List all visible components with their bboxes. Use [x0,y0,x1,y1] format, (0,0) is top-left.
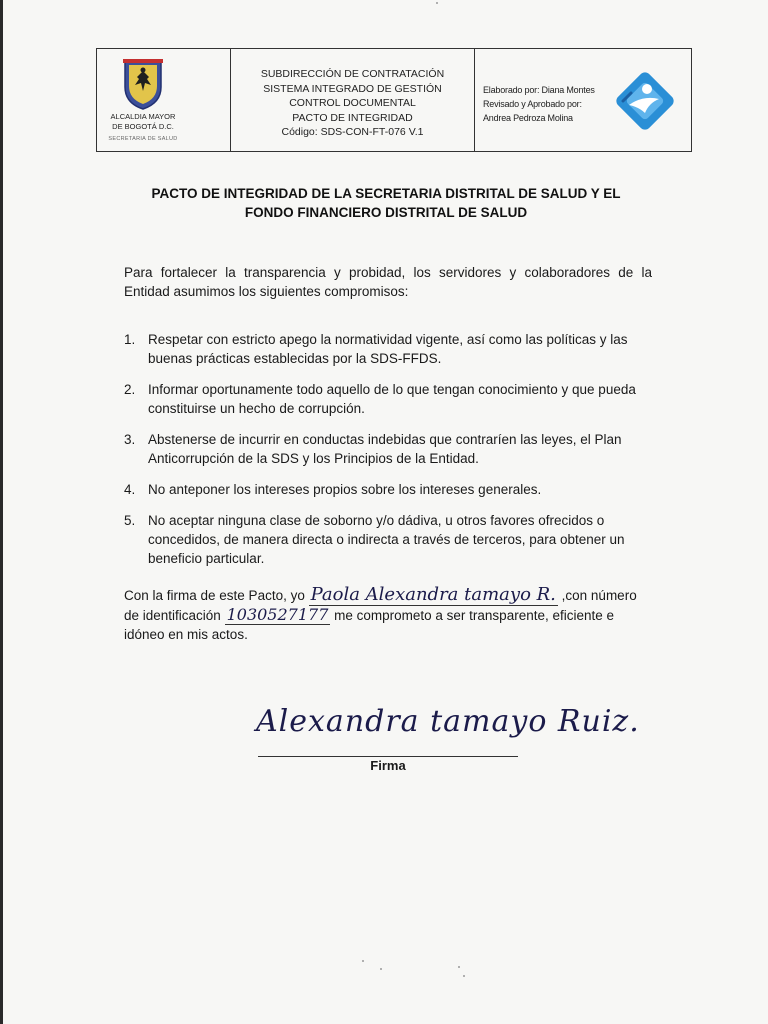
commitment-number: 2. [124,382,136,397]
logo-caption-line2: DE BOGOTÁ D.C. [112,122,174,131]
page-left-edge [0,0,3,1024]
bogota-coat-of-arms-icon [121,57,165,111]
commitment-number: 1. [124,332,136,347]
signature-label: Firma [370,758,406,773]
handwritten-signature: Alexandra tamayo Ruiz. [256,704,640,739]
scan-speck [463,975,465,977]
header-control: CONTROL DOCUMENTAL [289,97,416,109]
header-sistema: SISTEMA INTEGRADO DE GESTIÓN [263,82,442,95]
scan-speck [362,960,364,962]
title-line2: FONDO FINANCIERO DISTRITAL DE SALUD [244,205,528,220]
title-line1: PACTO DE INTEGRIDAD DE LA SECRETARIA DISTRITAL DE SALUD Y EL [151,186,621,201]
elaborado-por: Elaborado por: Diana Montes [483,85,595,95]
header-pacto: PACTO DE INTEGRIDAD [292,111,413,124]
header-right-cell [475,49,691,151]
commitment-text: No aceptar ninguna clase de soborno y/o dádiva, u otros favores ofrecidos o concedidos, de manera directa o indirecta a través de terceros, para obtener un beneficio particular. [148,513,625,566]
document-title [96,184,676,222]
commitment-text: No anteponer los intereses propios sobre los intereses generales. [148,482,542,497]
commitments-list [124,330,652,580]
header-center-cell [231,49,475,151]
document-header [96,48,692,152]
scan-speck [380,968,382,970]
scan-speck [436,2,438,4]
logo-caption-line3: SECRETARIA DE SALUD [108,136,178,142]
signature-line [258,756,518,757]
list-item [124,430,652,468]
header-authorship [483,83,595,125]
commitment-text: Informar oportunamente todo aquello de lo que tengan conocimiento y que pueda constituirse un hecho de corrupción. [148,382,636,416]
commitment-number: 5. [124,513,136,528]
commitment-number: 3. [124,432,136,447]
list-item [124,330,652,368]
header-codigo: Código: SDS-CON-FT-076 V.1 [281,126,424,138]
header-subdireccion: SUBDIRECCIÓN DE CONTRATACIÓN [260,68,445,80]
header-logo-cell [97,49,231,151]
revisado-por-label: Revisado y Aprobado por: [483,99,582,109]
pact-prefix: Con la firma de este Pacto, yo [124,588,309,603]
intro-paragraph: Para fortalecer la transparencia y probidad, los servidores y colaboradores de la Entidad asumimos los siguientes compromisos: [124,265,652,299]
list-item [124,380,652,418]
pact-declaration [124,585,652,644]
handwritten-name: Paola Alexandra tamayo R. [310,584,556,605]
handwritten-id-number: 1030527177 [226,605,329,624]
list-item [124,480,652,499]
scan-speck [458,966,460,968]
list-item [124,511,652,568]
commitment-number: 4. [124,482,136,497]
logo-caption-line1: ALCALDIA MAYOR [110,112,176,121]
commitment-text: Abstenerse de incurrir en conductas indebidas que contraríen las leyes, el Plan Anticorrupción de la SDS y los Principios de la Entidad. [148,432,622,466]
integrity-emblem-icon [609,65,681,137]
pact-middle: ,con número de identificación [124,588,637,623]
aprobado-nombre: Andrea Pedroza Molina [483,113,573,123]
header-center-text [231,67,474,140]
commitment-text: Respetar con estricto apego la normatividad vigente, así como las políticas y las buenas prácticas establecidas por la SDS-FFDS. [148,332,628,366]
pact-suffix: me comprometo a ser transparente, eficiente e idóneo en mis actos. [124,608,615,642]
